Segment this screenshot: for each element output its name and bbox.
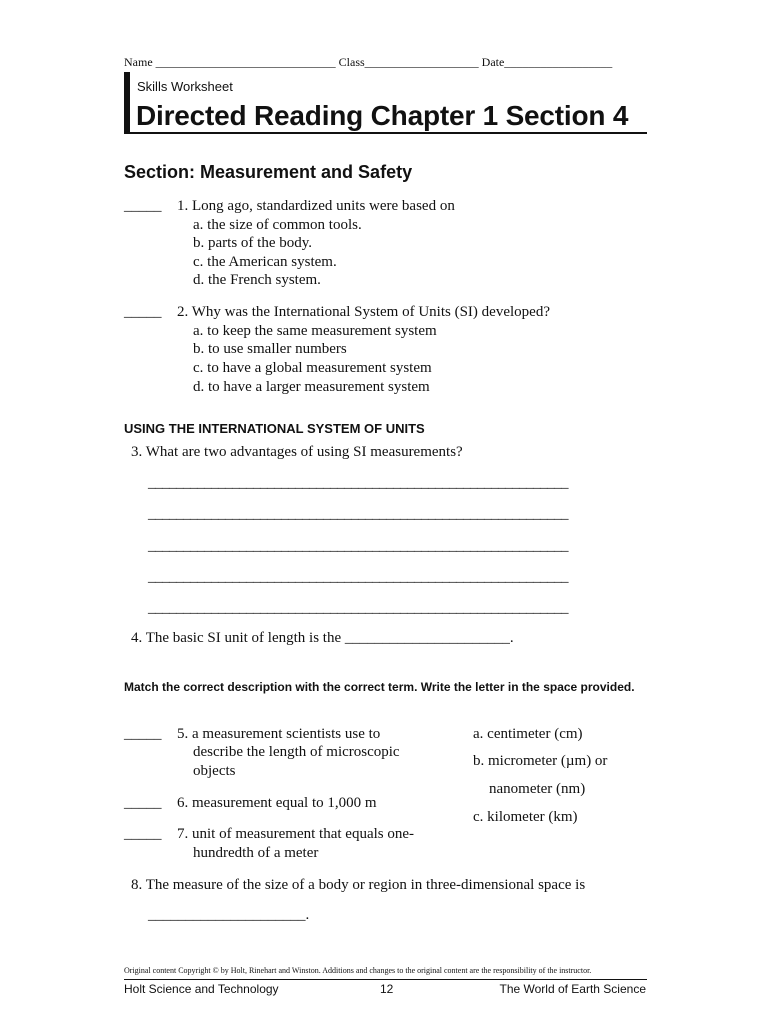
q2-option-d: d. to have a larger measurement system bbox=[193, 379, 430, 395]
footer-book-title: The World of Earth Science bbox=[499, 982, 646, 996]
question-2-text: 2. Why was the International System of Units (SI) developed? bbox=[177, 304, 550, 320]
answer-blank-q2[interactable]: _____ bbox=[124, 304, 162, 320]
question-5-line-3: objects bbox=[193, 763, 236, 779]
title-underline bbox=[124, 132, 647, 134]
q1-option-d: d. the French system. bbox=[193, 272, 321, 288]
q3-answer-line-4[interactable]: ____________________________________________________________ bbox=[148, 569, 568, 585]
name-class-date-line: Name ______________________________ Class___________________ Date__________________ bbox=[124, 55, 613, 69]
q2-option-b: b. to use smaller numbers bbox=[193, 341, 347, 357]
q3-answer-line-1[interactable]: ____________________________________________________________ bbox=[148, 475, 568, 491]
q3-answer-line-3[interactable]: ____________________________________________________________ bbox=[148, 538, 568, 554]
term-c: c. kilometer (km) bbox=[473, 809, 578, 825]
term-b: b. micrometer (µm) or bbox=[473, 753, 608, 769]
q3-answer-line-2[interactable]: ____________________________________________________________ bbox=[148, 506, 568, 522]
copyright-notice: Original content Copyright © by Holt, Rinehart and Winston. Additions and changes to the original content are the responsibility of the instructor. bbox=[124, 966, 592, 975]
q3-answer-line-5[interactable]: ____________________________________________________________ bbox=[148, 600, 568, 616]
footer-publisher: Holt Science and Technology bbox=[124, 982, 279, 996]
matching-instructions: Match the correct description with the correct term. Write the letter in the space provided. bbox=[124, 680, 635, 694]
question-4-text: 4. The basic SI unit of length is the ______________________. bbox=[131, 630, 514, 646]
title-side-bar bbox=[124, 72, 130, 134]
question-1-text: 1. Long ago, standardized units were based on bbox=[177, 198, 455, 214]
term-a: a. centimeter (cm) bbox=[473, 726, 583, 742]
question-8-text: 8. The measure of the size of a body or region in three-dimensional space is bbox=[131, 877, 586, 893]
section-title: Section: Measurement and Safety bbox=[124, 162, 413, 182]
question-7-line-2: hundredth of a meter bbox=[193, 845, 319, 861]
q2-option-c: c. to have a global measurement system bbox=[193, 360, 432, 376]
question-3-text: 3. What are two advantages of using SI measurements? bbox=[131, 444, 463, 460]
answer-blank-q6[interactable]: _____ bbox=[124, 795, 162, 811]
question-5-line-1: 5. a measurement scientists use to bbox=[177, 726, 381, 742]
q8-answer-blank[interactable]: _____________________. bbox=[148, 907, 310, 923]
si-section-heading: USING THE INTERNATIONAL SYSTEM OF UNITS bbox=[124, 421, 425, 436]
answer-blank-q5[interactable]: _____ bbox=[124, 726, 162, 742]
q1-option-b: b. parts of the body. bbox=[193, 235, 313, 251]
worksheet-label: Skills Worksheet bbox=[137, 79, 233, 94]
page-number: 12 bbox=[380, 982, 394, 996]
term-b-continued: nanometer (nm) bbox=[489, 781, 586, 797]
q1-option-a: a. the size of common tools. bbox=[193, 217, 362, 233]
q1-option-c: c. the American system. bbox=[193, 254, 337, 270]
question-6-text: 6. measurement equal to 1,000 m bbox=[177, 795, 377, 811]
answer-blank-q1[interactable]: _____ bbox=[124, 198, 162, 214]
question-5-line-2: describe the length of microscopic bbox=[193, 744, 400, 760]
page-title: Directed Reading Chapter 1 Section 4 bbox=[136, 100, 629, 131]
question-7-line-1: 7. unit of measurement that equals one- bbox=[177, 826, 415, 842]
q2-option-a: a. to keep the same measurement system bbox=[193, 323, 437, 339]
footer-rule bbox=[124, 979, 647, 980]
answer-blank-q7[interactable]: _____ bbox=[124, 826, 162, 842]
